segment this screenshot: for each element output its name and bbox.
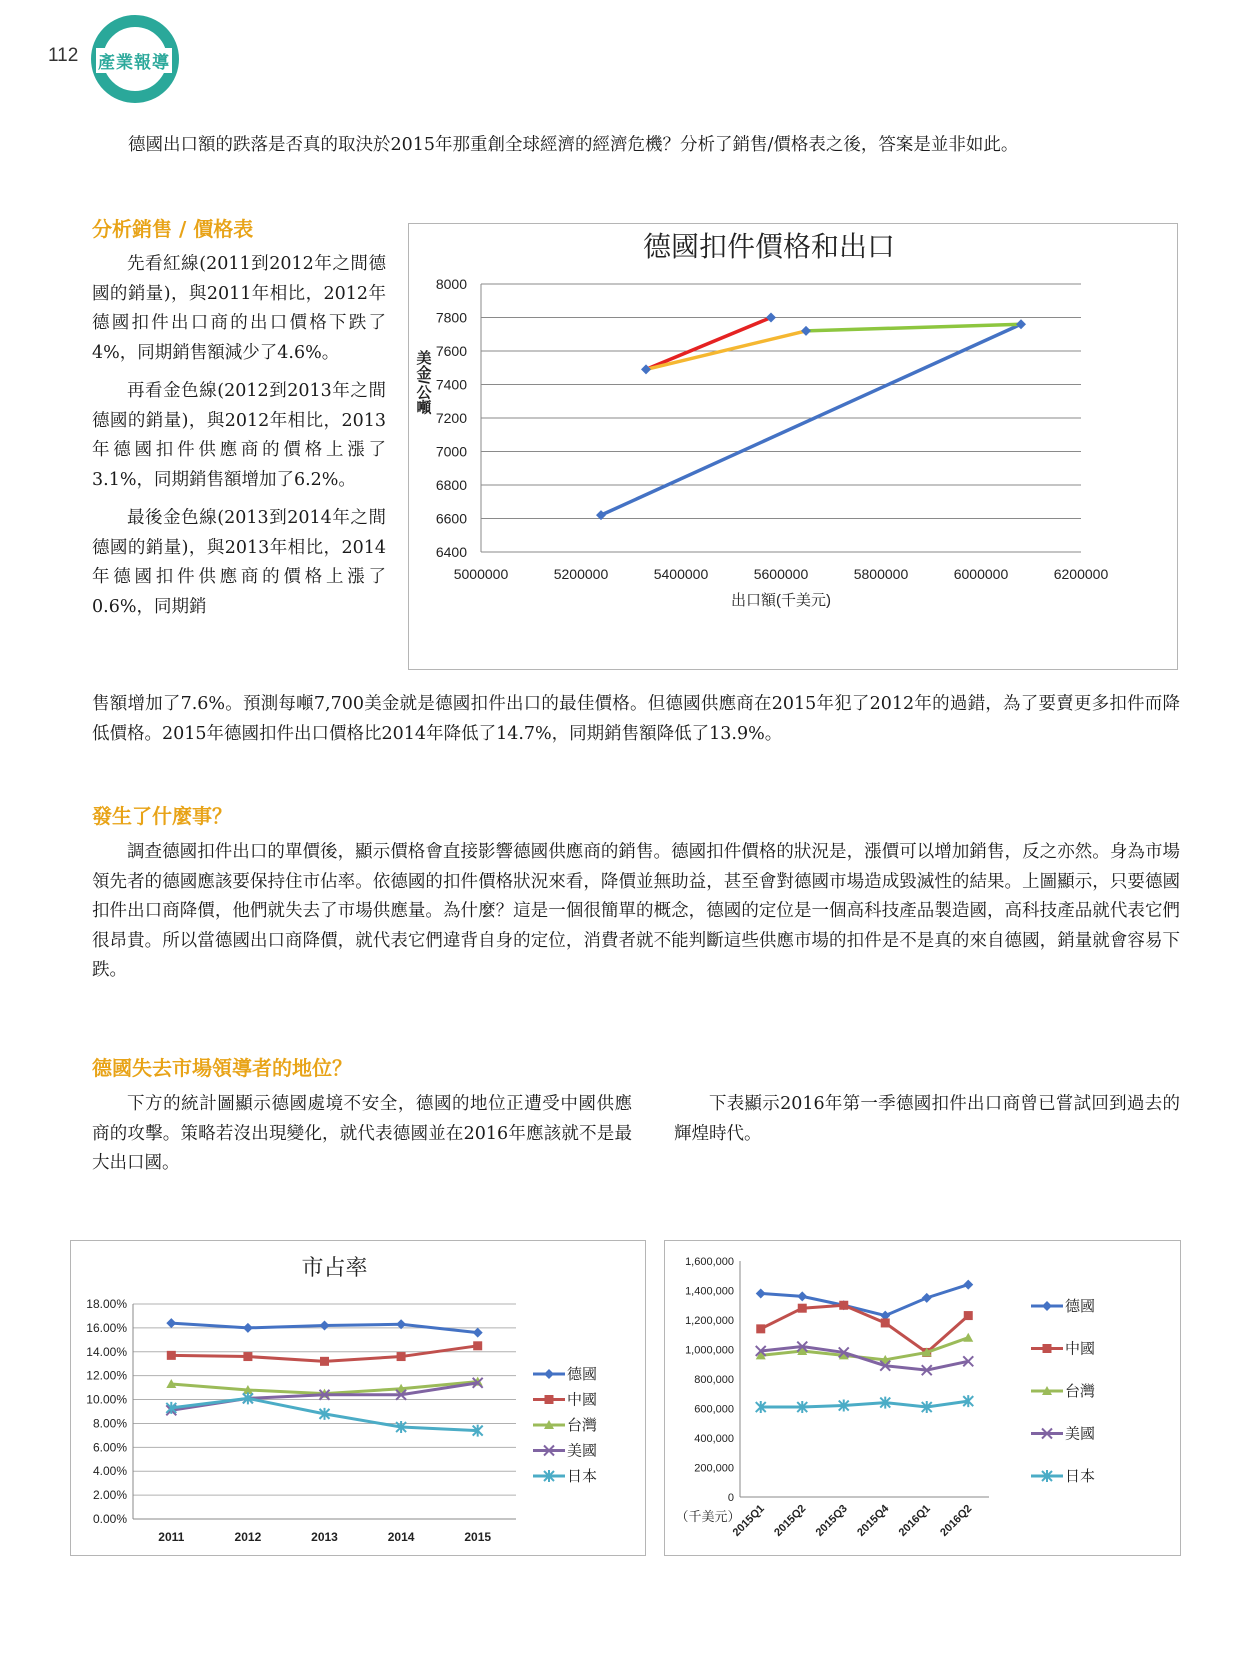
- y-tick-label: 0: [727, 1492, 734, 1504]
- y-tick-label: 10.00%: [86, 1392, 127, 1407]
- series-line: [601, 324, 1021, 515]
- x-tick-label: 5800000: [853, 566, 909, 582]
- data-point: [798, 1304, 807, 1313]
- data-point: [243, 1323, 253, 1333]
- legend-label: 美國: [567, 1442, 598, 1460]
- x-tick-label: 2015Q3: [813, 1502, 850, 1539]
- data-point: [801, 326, 811, 336]
- data-point: [839, 1301, 848, 1310]
- y-tick-label: 1,000,000: [685, 1344, 734, 1357]
- legend-label: 台灣: [567, 1417, 598, 1434]
- x-tick-label: 2015Q4: [855, 1502, 892, 1539]
- y-axis-label: 美金/公噸: [414, 349, 432, 415]
- legend-marker: [544, 1369, 554, 1379]
- market-leader-text-left: 下方的統計圖顯示德國處境不安全，德國的地位正遭受中國供應商的攻擊。策略若沒出現變化，就代表德國並在2016年應該就不是最大出口國。: [92, 1094, 632, 1173]
- market-share-chart: [70, 1240, 646, 1556]
- analysis-heading: 分析銷售 / 價格表: [92, 217, 254, 241]
- y-tick-label: 6400: [435, 544, 467, 560]
- data-point: [766, 313, 776, 323]
- data-point: [756, 1324, 765, 1333]
- price-export-chart: [408, 223, 1178, 670]
- x-tick-label: 2016Q2: [938, 1502, 975, 1539]
- y-tick-label: 1,200,000: [685, 1315, 734, 1327]
- y-tick-label: 2.00%: [92, 1488, 127, 1503]
- data-point: [964, 1311, 973, 1320]
- data-point: [166, 1318, 176, 1328]
- chart-title: 德國扣件價格和出口: [642, 231, 896, 262]
- x-tick-label: 5200000: [553, 566, 609, 582]
- events-text: 調查德國扣件出口的單價後，顯示價格會直接影響德國供應商的銷售。德國扣件價格的狀況是，漲價可以增加銷售，反之亦然。身為市場領先者的德國應該要保持住市佔率。依德國的扣件價格狀況來看，降價並無助益，甚至會對德國市場造成毀滅性的結果。上圖顯示，只要德國扣件出口商降價，他們就失去了市場供應量。為什麼？這是一個很簡單的概念，德國的定位是一個高科技產品製造國，高科技產品就代表它們很昂貴。所以當德國出口商降價，就代表它們違背自身的定位，消費者就不能判斷這些供應市場的扣件是不是真的來自德國，銷量就會容易下跌。: [92, 842, 1180, 980]
- y-tick-label: 1,400,000: [685, 1285, 734, 1298]
- analysis-column: [92, 250, 386, 622]
- series-line: [761, 1401, 969, 1407]
- y-tick-label: 12.00%: [86, 1368, 127, 1383]
- data-point: [797, 1291, 807, 1301]
- intro-text: 德國出口額的跌落是否真的取決於2015年那重創全球經濟的經濟危機？分析了銷售/價格表之後，答案是並非如此。: [128, 135, 1019, 155]
- analysis-paragraph: 再看金色線(2012到2013年之間德國的銷量)，與2012年相比，2013年德國扣件供應商的價格上漲了3.1%，同期銷售額增加了6.2%。: [92, 381, 386, 490]
- y-tick-label: 7000: [435, 443, 467, 460]
- x-tick-label: 2015Q1: [730, 1502, 767, 1539]
- price-export-chart-svg: [409, 224, 1177, 669]
- data-point: [473, 1341, 482, 1350]
- y-tick-label: 1,600,000: [685, 1256, 734, 1268]
- section-label: 產業報導: [96, 48, 172, 73]
- quarterly-export-chart: [664, 1240, 1181, 1556]
- x-tick-label: 6200000: [1053, 566, 1109, 582]
- x-axis-label: 出口額(千美元): [731, 592, 831, 609]
- y-tick-label: 7400: [435, 376, 467, 393]
- x-tick-label: 5600000: [753, 566, 809, 582]
- legend-label: 日本: [567, 1468, 598, 1485]
- x-tick-label: 2013: [311, 1530, 338, 1544]
- y-tick-label: 7800: [435, 309, 467, 326]
- series-line: [761, 1305, 969, 1352]
- analysis-paragraph-tail: 售額增加了7.6%。預測每噸7,700美金就是德國扣件出口的最佳價格。但德國供應商在2015年犯了2012年的過錯，為了要賣更多扣件而降低價格。2015年德國扣件出口價格比2014年降低了14.7%，同期銷售額降低了13.9%。: [92, 694, 1180, 744]
- analysis-paragraph: 最後金色線(2013到2014年之間德國的銷量)，與2013年相比，2014年德國扣件供應商的價格上漲了0.6%，同期銷: [92, 508, 386, 617]
- y-tick-label: 8.00%: [92, 1416, 127, 1431]
- legend-marker: [545, 1395, 554, 1404]
- events-heading: 發生了什麼事？: [92, 804, 232, 828]
- series-line: [806, 324, 1021, 331]
- legend-label: 德國: [1065, 1298, 1096, 1315]
- quarterly-export-chart-svg: [665, 1241, 1180, 1555]
- legend-label: 中國: [567, 1391, 598, 1409]
- data-point: [320, 1321, 330, 1331]
- data-point: [473, 1328, 483, 1338]
- x-tick-label: 2012: [234, 1530, 262, 1544]
- data-point: [963, 1333, 973, 1342]
- data-point: [641, 364, 651, 374]
- y-tick-label: 200,000: [694, 1462, 734, 1475]
- legend-label: 台灣: [1065, 1383, 1096, 1400]
- y-tick-label: 6600: [435, 510, 467, 527]
- data-point: [397, 1352, 406, 1361]
- y-tick-label: 400,000: [694, 1433, 734, 1445]
- market-leader-text-right: 下表顯示2016年第一季德國扣件出口商曾已嘗試回到過去的輝煌時代。: [674, 1094, 1180, 1144]
- data-point: [963, 1280, 973, 1290]
- market-share-chart-svg: [71, 1241, 645, 1555]
- legend-label: 德國: [567, 1366, 598, 1383]
- x-tick-label: 2014: [387, 1530, 415, 1544]
- x-tick-label: 6000000: [953, 566, 1009, 582]
- page-number: 112: [48, 45, 79, 66]
- x-tick-label: 2016Q1: [896, 1502, 933, 1539]
- y-tick-label: 16.00%: [86, 1320, 127, 1335]
- y-tick-label: 8000: [435, 276, 467, 292]
- data-point: [243, 1352, 252, 1361]
- y-tick-label: 4.00%: [92, 1464, 127, 1479]
- legend-marker: [1042, 1301, 1052, 1311]
- x-tick-label: 5000000: [453, 566, 509, 582]
- y-tick-label: 7200: [435, 410, 467, 426]
- y-tick-label: 600,000: [694, 1403, 734, 1416]
- y-tick-label: 14.00%: [86, 1344, 127, 1359]
- y-tick-label: 6.00%: [92, 1440, 127, 1455]
- y-tick-label: 800,000: [694, 1374, 734, 1386]
- x-tick-label: 2015: [464, 1530, 492, 1544]
- analysis-paragraph: 先看紅線(2011到2012年之間德國的銷量)，與2011年相比，2012年德國扣件出口商的出口價格下跌了4%，同期銷售額減少了4.6%。: [92, 254, 386, 363]
- data-point: [320, 1357, 329, 1366]
- legend-label: 日本: [1065, 1468, 1096, 1485]
- legend-marker: [1043, 1344, 1052, 1353]
- legend-label: 美國: [1065, 1425, 1096, 1443]
- x-tick-label: 5400000: [653, 566, 709, 582]
- series-line: [761, 1285, 969, 1316]
- data-point: [167, 1351, 176, 1360]
- chart-title: 市占率: [301, 1255, 368, 1280]
- y-tick-label: 7600: [435, 343, 467, 359]
- data-point: [881, 1318, 890, 1327]
- x-tick-label: 2011: [158, 1530, 185, 1544]
- y-tick-label: 6800: [435, 477, 467, 493]
- x-tick-label: 2015Q2: [772, 1502, 809, 1539]
- data-point: [922, 1293, 932, 1303]
- y-tick-label: 18.00%: [86, 1297, 127, 1311]
- y-tick-label: 0.00%: [92, 1512, 127, 1526]
- market-leader-heading: 德國失去市場領導者的地位？: [92, 1056, 352, 1080]
- data-point: [756, 1288, 766, 1298]
- legend-label: 中國: [1065, 1340, 1096, 1358]
- unit-label: （千美元）: [675, 1509, 741, 1524]
